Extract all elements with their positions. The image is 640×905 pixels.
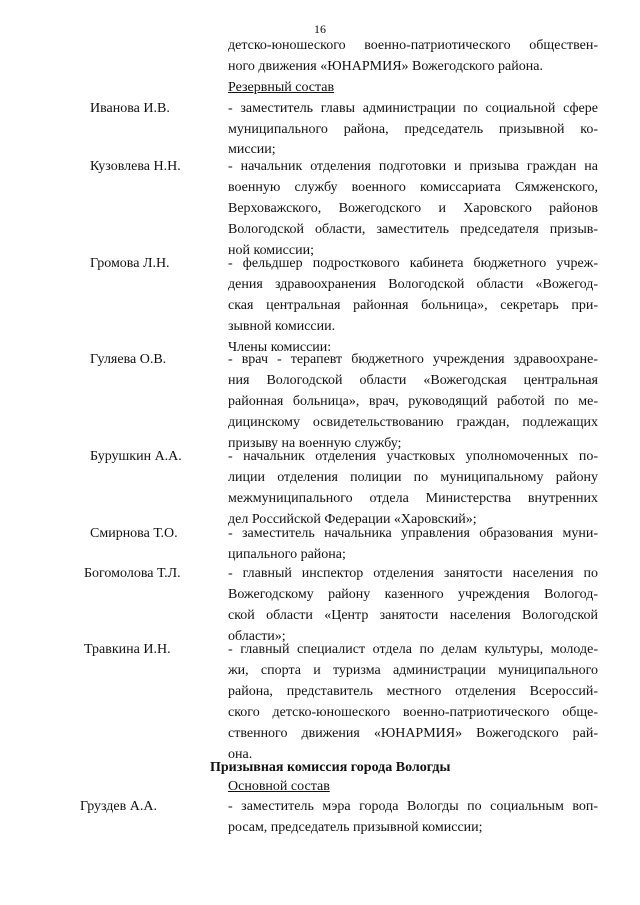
member-role-line: муниципального района, председатель призывной ко- [228,122,598,137]
member-role-line: военную службу военного комиссариата Сямженского, [228,180,598,195]
member-name: Смирнова Т.О. [90,526,178,541]
member-role-line: - фельдшер подросткового кабинета бюджетного учреж- [228,256,598,271]
member-role-line: - заместитель начальника управления образования муни- [228,526,598,541]
member-role-line: дения здравоохранения Вологодской области «Вожегод- [228,277,598,292]
member-role-line: - заместитель главы администрации по социальной сфере [228,101,598,116]
member-role-line: дицинскому освидетельствованию граждан, подлежащих [228,415,598,430]
member-role-line: - начальник отделения подготовки и призыва граждан на [228,159,598,174]
member-role-line: росам, председатель призывной комиссии; [228,820,483,835]
member-role-line: районная больница», врач, руководящий работой по ме- [228,394,598,409]
member-role-line: - главный специалист отдела по делам культуры, молоде- [228,642,598,657]
member-name: Богомолова Т.Л. [84,566,181,581]
main-composition-heading: Основной состав [228,779,330,794]
member-name: Гуляева О.В. [90,352,167,367]
member-role-line: района, представитель местного отделения Всероссий- [228,684,598,699]
member-name: Бурушкин А.А. [90,449,182,464]
member-role-line: ственного движения «ЮНАРМИЯ» Вожегодского рай- [228,726,598,741]
member-role-line: ципального района; [228,547,346,562]
member-role-line: Вологодской области, заместитель председателя призыв- [228,222,598,237]
member-name: Иванова И.В. [90,101,170,116]
member-role-line: ния Вологодской области «Вожегодская центральная [228,373,598,388]
member-role-line: ской области «Центр занятости населения Вологодской [228,608,598,623]
intro-line: ного движения «ЮНАРМИЯ» Вожегодского района. [228,59,543,74]
member-name: Груздев А.А. [80,799,157,814]
member-role-line: миссии; [228,142,276,157]
member-role-line: ская центральная районная больница», секретарь при- [228,298,598,313]
member-role-line: - главный инспектор отделения занятости населения по [228,566,598,581]
member-role-line: области»; [228,629,286,644]
reserve-heading: Резервный состав [228,80,335,95]
member-role-line: Вожегодскому району казенного учреждения Вологод- [228,587,598,602]
member-role-line: ского детско-юношеского военно-патриотического обще- [228,705,598,720]
page-number: 16 [314,22,326,36]
member-role-line: жи, спорта и туризма администрации муниципального [228,663,598,678]
member-role-line: дел Российской Федерации «Харовский»; [228,512,477,527]
member-name: Громова Л.Н. [90,256,170,271]
member-role-line: Верховажского, Вожегодского и Харовского районов [228,201,598,216]
member-role-line: межмуниципального отдела Министерства внутренних [228,491,598,506]
member-role-line: лиции отделения полиции по муниципальному району [228,470,598,485]
intro-line: детско-юношеского военно-патриотического обществен- [228,38,598,53]
commission-heading: Призывная комиссия города Вологды [210,760,451,775]
member-role-line: - заместитель мэра города Вологды по социальным воп- [228,799,598,814]
member-name: Кузовлева Н.Н. [90,159,181,174]
member-name: Травкина И.Н. [84,642,171,657]
member-role-line: - начальник отделения участковых уполномоченных по- [228,449,598,464]
members-label: Члены комиссии: [228,340,332,355]
member-role-line: ной комиссии; [228,243,314,258]
member-role-line: зывной комиссии. [228,319,336,334]
member-role-line: - врач - терапевт бюджетного учреждения здравоохране- [228,352,598,367]
member-role-line: призыву на военную службу; [228,436,402,451]
member-role-line: она. [228,747,253,762]
